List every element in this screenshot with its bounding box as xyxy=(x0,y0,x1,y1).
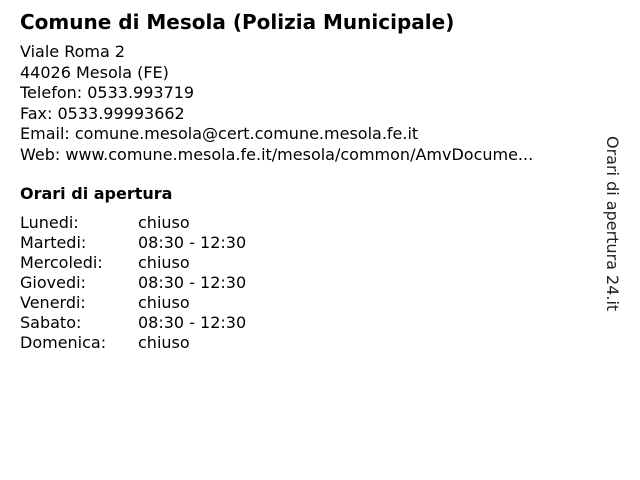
page-title: Comune di Mesola (Polizia Municipale) xyxy=(20,10,455,34)
fax-number: Fax: 0533.99993662 xyxy=(20,103,185,123)
phone-number: Telefon: 0533.993719 xyxy=(20,83,195,102)
website-url: Web: www.comune.mesola.fe.it/mesola/common/AmvDocume... xyxy=(20,144,534,164)
day-hours: 08:30 - 12:30 xyxy=(138,233,247,252)
day-hours: 08:30 - 12:30 xyxy=(138,273,247,292)
day-label: Mercoledi: xyxy=(20,253,103,272)
day-label: Sabato: xyxy=(20,313,82,332)
contact-info xyxy=(20,42,595,165)
day-hours: chiuso xyxy=(138,333,190,352)
city-address: 44026 Mesola (FE) xyxy=(20,62,169,82)
opening-hours-heading: Orari di apertura xyxy=(20,184,173,203)
street-address: Viale Roma 2 xyxy=(20,42,126,61)
day-label: Giovedi: xyxy=(20,273,86,292)
day-hours: 08:30 - 12:30 xyxy=(138,313,247,332)
day-label: Venerdi: xyxy=(20,293,86,312)
brand-watermark: Orari di apertura 24.it xyxy=(603,136,622,312)
day-label: Lunedi: xyxy=(20,213,79,232)
email-address: Email: comune.mesola@cert.comune.mesola.fe.it xyxy=(20,124,419,143)
day-hours: chiuso xyxy=(138,253,190,272)
day-label: Martedi: xyxy=(20,233,87,252)
day-hours: chiuso xyxy=(138,213,190,232)
day-label: Domenica: xyxy=(20,333,107,352)
day-hours: chiuso xyxy=(138,293,190,312)
